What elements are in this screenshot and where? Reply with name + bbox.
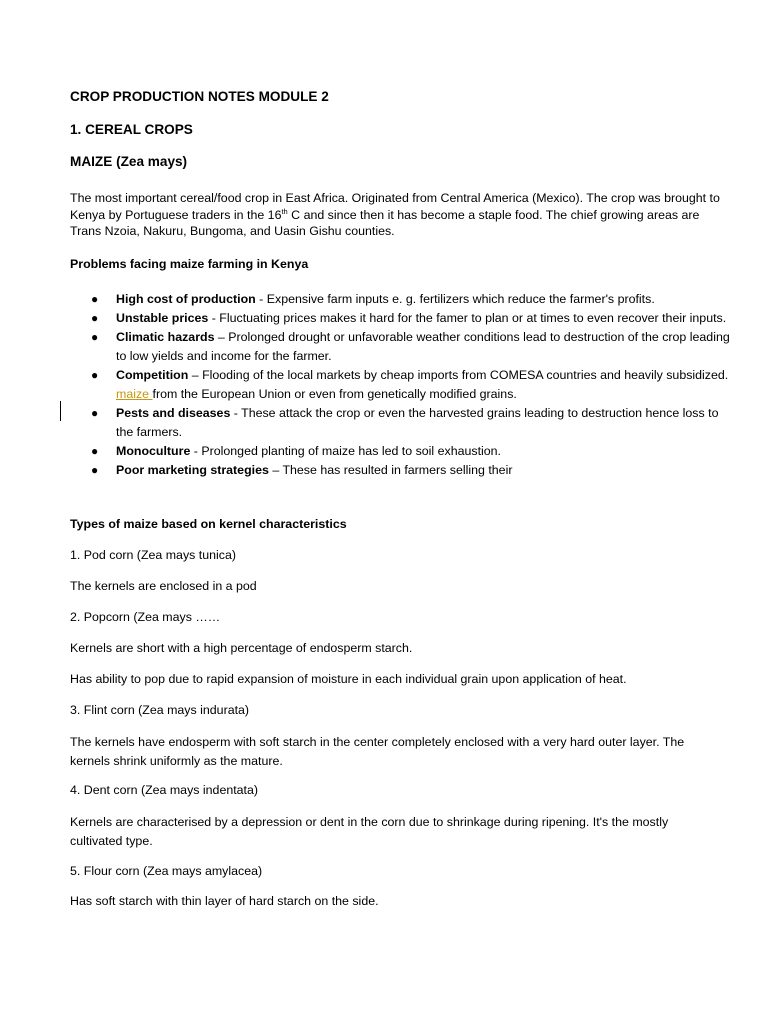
type-description: Kernels are characterised by a depression or dent in the corn due to shrinkage during ripening. It's the mostly cultivated type. [70,815,669,848]
type-description: The kernels are enclosed in a pod [70,579,257,593]
section-heading: 1. CEREAL CROPS [70,122,193,137]
document-title: CROP PRODUCTION NOTES MODULE 2 [70,89,329,104]
intro-paragraph: The most important cereal/food crop in East Africa. Originated from Central America (Mexico). The crop was brought to Kenya by Portuguese traders in the 16th C and since then it has become a staple food. The chief growing areas are Trans Nzoia, Nakuru, Bungoma, and Uasin Gishu counties. [70,191,720,238]
list-item: ● Poor marketing strategies – These has resulted in farmers selling their [70,461,730,480]
bullet-icon: ● [91,311,99,325]
list-item: ● Unstable prices - Fluctuating prices makes it hard for the famer to plan or at times to even recover their inputs. [70,309,730,328]
list-item: ● Pests and diseases - These attack the crop or even the harvested grains leading to destruction hence loss to the farmers. [91,406,719,439]
type-description: Kernels are short with a high percentage of endosperm starch. [70,641,413,655]
list-item: ● Climatic hazards – Prolonged drought or unfavorable weather conditions lead to destruction of the crop leading to low yields and income for the farmer. [91,330,730,363]
text-cursor [60,401,61,421]
bullet-icon: ● [91,368,99,382]
types-heading: Types of maize based on kernel characteristics [70,517,347,531]
type-name: 3. Flint corn (Zea mays indurata) [70,703,250,717]
problems-heading: Problems facing maize farming in Kenya [70,257,309,271]
list-item: ● High cost of production - Expensive farm inputs e. g. fertilizers which reduce the farmer's profits. [70,290,730,309]
bullet-icon: ● [91,463,99,477]
bullet-icon: ● [91,406,99,420]
bullet-icon: ● [91,330,99,344]
type-description: The kernels have endosperm with soft starch in the center completely enclosed with a very hard outer layer. The kernels shrink uniformly as the mature. [70,735,685,768]
maize-link[interactable]: maize [116,387,153,401]
type-description: Has soft starch with thin layer of hard starch on the side. [70,894,379,908]
problems-list [70,290,730,480]
type-name: 4. Dent corn (Zea mays indentata) [70,783,259,797]
type-description: Has ability to pop due to rapid expansion of moisture in each individual grain upon application of heat. [70,672,627,686]
bullet-icon: ● [91,292,99,306]
type-name: 5. Flour corn (Zea mays amylacea) [70,864,263,878]
type-name: 1. Pod corn (Zea mays tunica) [70,548,236,562]
list-item: ● Competition – Flooding of the local markets by cheap imports from COMESA countries and heavily subsidized. maize from the European Union or even from genetically modified grains. [91,368,729,401]
bullet-icon: ● [91,444,99,458]
list-item: ● Monoculture - Prolonged planting of maize has led to soil exhaustion. [70,442,730,461]
type-name: 2. Popcorn (Zea mays …… [70,610,221,624]
subsection-heading: MAIZE (Zea mays) [70,154,188,169]
